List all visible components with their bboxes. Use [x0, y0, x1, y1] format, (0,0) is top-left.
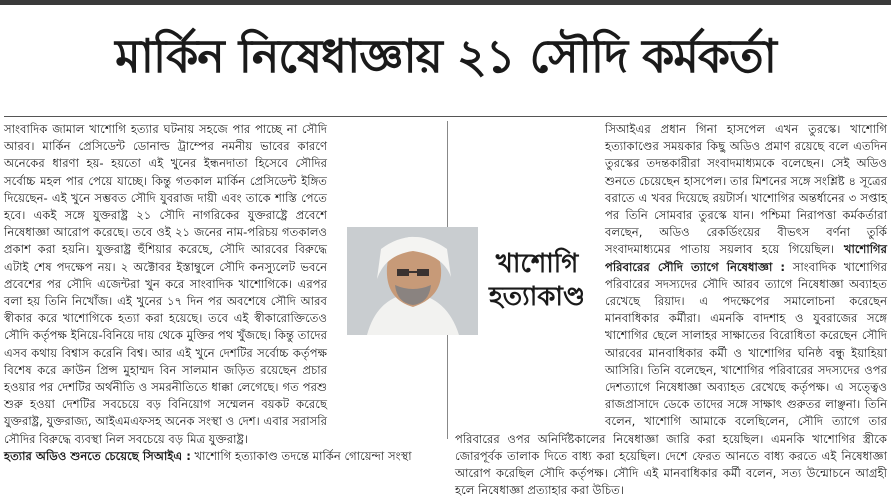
caption-line-2: হত্যাকাণ্ড [488, 282, 586, 312]
headline-divider [4, 116, 887, 117]
article-text: খাশোগি হত্যাকাণ্ড তদন্তে মার্কিন গোয়েন্দা সংস্থা [190, 448, 412, 463]
article-text: সাংবাদিক খাশোগির পরিবারের সদস্যদের সৌদি আরব ত্যাগে নিষেধাজ্ঞা অব্যাহত রেখেছে রিয়াদ। এ পদক্ষেপের সমালোচনা করেছেন মানবাধিকার কর্মীরা। এমনকি বাদশাহ ও যুবরাজের সঙ্গে খাশোগির ছেলে সালাহর সাক্ষাতের বিরোধিতা করেছেন সৌদি আরবের মানবাধিকার কর্মী ও খাশোগির ঘনিষ্ঠ বন্ধু ইয়াহিয়া আসিরি। তিনি বলেছেন, খাশোগির পরিবারের সদস্যদের ওপর দেশত্যাগে নিষেধাজ্ঞা অব্যাহত রেখেছে কর্তৃপক্ষ। এ সত্ত্বেও রাজপ্রাসাদে ডেকে তাদের সঙ্গে সাক্ষাৎ গুরুতর লাঞ্ছনা। তিনি বলেন, খাশোগি আমাকে বলেছিলেন, সৌদি ত্যাগে তার পরিবারের ওপর অনির্দিষ্টকালের নিষেধাজ্ঞা জারি করা হয়েছিল। এমনকি খাশোগির স্ত্রীকে জোরপূর্বক তালাক দিতে বাধ্য করা হয়েছিল। দেশে ফেরত আনতে বাধ্য করতে এই নিষেধাজ্ঞা আরোপ করেছিল সৌদি কর্তৃপক্ষ। সৌদি এই মানবাধিকার কর্মী বলেন, সত্য উন্মোচনে আগ্রহী হলে নিষেধাজ্ঞা প্রত্যাহার করা উচিত। [455, 259, 887, 498]
portrait-illustration [347, 227, 478, 335]
khashoggi-photo [347, 227, 478, 335]
top-rule [0, 0, 891, 5]
article-paragraph: সাংবাদিক জামাল খাশোগি হত্যার ঘটনায় সহজে পার পাচ্ছে না সৌদি আরব। মার্কিন প্রেসিডেন্ট ডোনাল্ড ট্রাম্পের নমনীয় ভাবের কারণে অনেকের ধারণা হয়- হয়তো এই খুনের ইন্ধনদাতা হিসেবে সৌদির সর্বোচ্চ মহল পার পেয়ে যাচ্ছে। কিন্তু গতকাল মার্কিন প্রেসিডেন্ট ইঙ্গিত দিয়েছেন- এই খুনে সম্ভবত সৌদি যুবরাজ দায়ী এবং তাকে শাস্তি পেতে হবে। একই সঙ্গে যুক্তরাষ্ট্র ২১ সৌদি নাগরিকের যুক্তরাষ্ট্রে প্রবেশে নিষেধাজ্ঞা আরোপ করেছে। তবে ওই ২১ জনের নাম-পরিচয় গতকালও প্রকাশ করা হয়নি। যুক্তরাষ্ট্র হুঁশিয়ার করেছে, সৌদি আরবের বিরুদ্ধে এটাই শেষ পদক্ষেপ নয়। ২ অক্টোবর ইস্তাম্বুলে সৌদি কনস্যুলেট ভবনে প্রবেশের পর সৌদি এজেন্টরা খুন করে সাংবাদিক খাশোগিকে। এরপর বলা হয় তিনি নিখোঁজ। এই খুনের ১৭ দিন পর অবশেষে সৌদি আরব স্বীকার করে খাশোগিকে হত্যা করা হয়েছে। তবে এই স্বীকারোক্তিতেও সৌদি কর্তৃপক্ষ ইনিয়ে-বিনিয়ে দায় থেকে মুক্তির পথ খুঁজছে। কিন্তু তাদের এসব কথায় বিশ্বাস করেনি বিশ্ব। আর এই খুনে দেশটির সর্বোচ্চ কর্তৃপক্ষ বিশেষ করে ক্রাউন প্রিন্স মুহাম্মদ বিন সালমান জড়িত রয়েছেন প্রচার হওয়ার পর দেশটির অর্থনীতি ও সমরনীতিতে ধাক্কা লেগেছে। গত পরশু শুরু হওয়া দেশটির সবচেয়ে বড় বিনিয়োগ সম্মেলন বয়কট করেছে যুক্তরাষ্ট্র, যুক্তরাজ্য, আইএমএফসহ অনেক সংস্থা ও দেশ। এবার সরাসরি সৌদির বিরুদ্ধে ব্যবস্থা নিল সবচেয়ে বড় মিত্র যুক্তরাষ্ট্র। [4, 122, 327, 446]
subhead-cia-audio: হত্যার অডিও শুনতে চেয়েছে সিআইএ : [4, 448, 191, 463]
subhead-family-travel-ban: খাশোগির পরিবারের সৌদি ত্যাগে নিষেধাজ্ঞা : [605, 242, 887, 274]
article-text: সিআইএর প্রধান গিনা হাসপেল এখন তুরস্কে। খাশোগি হত্যাকাণ্ডের সময়কার কিছু অডিও প্রমাণ রয়েছে বলে এতদিন তুরস্কের তদন্তকারীরা সংবাদমাধ্যমকে বলেছেন। সেই অডিও শুনতে চেয়েছেন হাসপেল। তার মিশনের সঙ্গে সংশ্লিষ্ট ৪ সূত্রের বরাতে এ খবর দিয়েছে রয়টার্স। খাশোগির অন্তর্ধানের ৩ সপ্তাহ পর তিনি সোমবার তুরস্কে যান। পশ্চিমা নিরাপত্তা কর্মকর্তারা বলছেন, অডিও রেকর্ডিংয়ের বীভৎস বর্ণনা তুর্কি সংবাদমাধ্যমের পাতায় সয়লাব হয়ে গিয়েছিল। [605, 122, 887, 257]
photo-caption [478, 227, 596, 335]
headline: মার্কিন নিষেধাজ্ঞায় ২১ সৌদি কর্মকর্তা [115, 29, 776, 83]
caption-line-1: খাশোগি [495, 249, 579, 279]
article-paragraph-2 [4, 448, 440, 465]
